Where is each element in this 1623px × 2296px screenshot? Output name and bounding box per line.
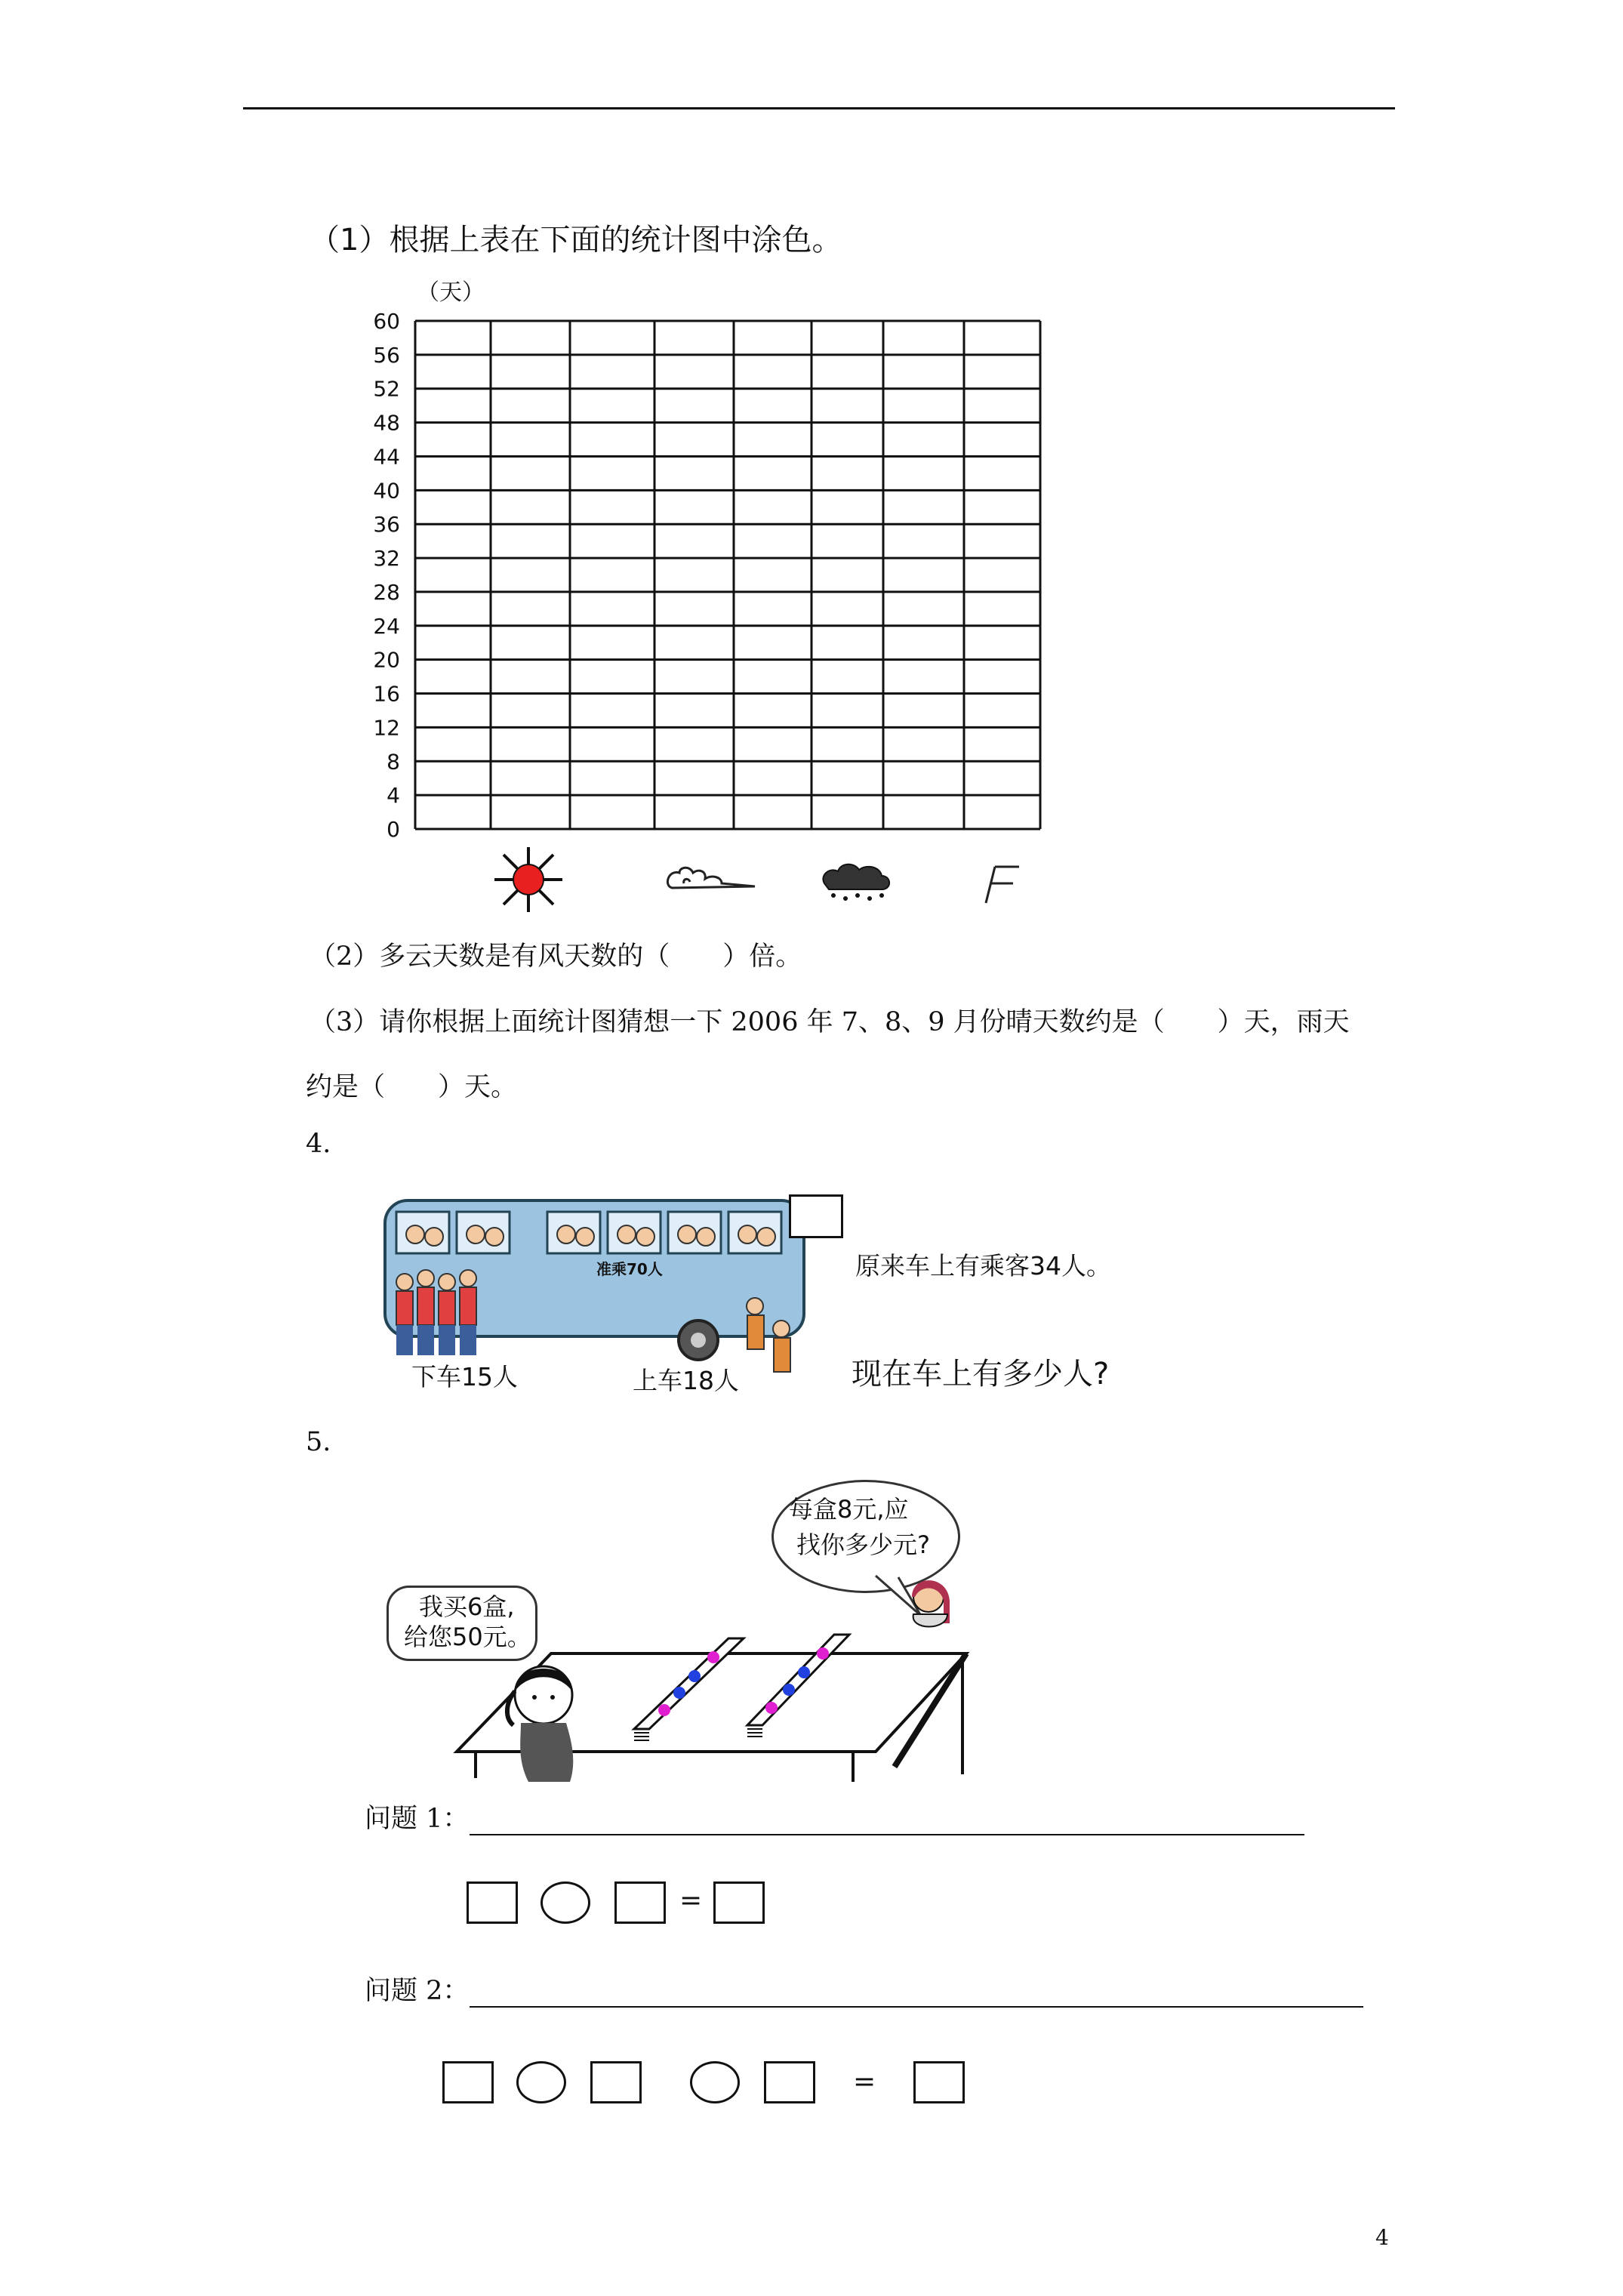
y-tick-label-8: 8 xyxy=(387,749,400,775)
chart-unit-label: （天） xyxy=(417,279,485,306)
y-tick-label-36: 36 xyxy=(373,512,400,538)
seller-speech-line1: 每盒8元,应 xyxy=(789,1495,909,1524)
got-on-label: 上车18人 xyxy=(633,1366,739,1395)
equation2-equals: = xyxy=(853,2066,876,2097)
y-tick-label-20: 20 xyxy=(373,647,400,673)
y-tick-label-40: 40 xyxy=(373,478,400,504)
part3-question-line2: 约是（ ）天。 xyxy=(306,1072,518,1102)
y-tick-label-32: 32 xyxy=(373,546,400,572)
y-tick-label-56: 56 xyxy=(373,342,400,368)
y-tick-label-48: 48 xyxy=(373,410,400,436)
equation2-box-1 xyxy=(442,2061,494,2103)
equation2-operator-circle-1 xyxy=(516,2061,566,2103)
original-passengers-text: 原来车上有乘客34人。 xyxy=(855,1251,1111,1281)
part1-instruction: （1）根据上表在下面的统计图中涂色。 xyxy=(310,223,842,257)
question-4-prompt: 现在车上有多少人? xyxy=(852,1357,1110,1391)
equation2-box-2 xyxy=(590,2061,642,2103)
y-tick-label-16: 16 xyxy=(373,681,400,707)
question-5-number: 5. xyxy=(306,1427,331,1457)
equation2-operator-circle-2 xyxy=(690,2061,740,2103)
part2-question: （2）多云天数是有风天数的（ ）倍。 xyxy=(310,942,802,972)
equation1-equals: = xyxy=(679,1885,703,1916)
sun-icon xyxy=(487,846,570,914)
seller-speech-line2: 找你多少元? xyxy=(796,1530,930,1559)
bus-capacity-sign: 准乘70人 xyxy=(596,1260,663,1278)
weather-chart xyxy=(0,0,1623,944)
equation2-result-box xyxy=(913,2061,965,2103)
wind-icon xyxy=(980,862,1025,906)
y-tick-label-24: 24 xyxy=(373,613,400,639)
girl-speech-line1: 我买6盒, xyxy=(419,1592,515,1621)
question-2-label: 问题 2： xyxy=(365,1976,470,2006)
question-1-answer-line xyxy=(470,1834,1304,1835)
answer-box xyxy=(789,1194,843,1238)
shop-table-illustration xyxy=(445,1578,974,1789)
y-tick-label-4: 4 xyxy=(387,783,400,809)
y-tick-label-0: 0 xyxy=(387,817,400,842)
part3-question-line1: （3）请你根据上面统计图猜想一下 2006 年 7、8、9 月份晴天数约是（ ）天，雨天 xyxy=(310,1007,1350,1037)
page-number: 4 xyxy=(1375,2225,1389,2250)
y-tick-label-44: 44 xyxy=(373,444,400,470)
equation1-box-1 xyxy=(467,1881,518,1924)
y-tick-label-28: 28 xyxy=(373,579,400,605)
y-tick-label-60: 60 xyxy=(373,309,400,334)
girl-speech-line2: 给您50元。 xyxy=(404,1623,531,1651)
equation1-result-box xyxy=(713,1881,765,1924)
y-tick-label-12: 12 xyxy=(373,715,400,741)
question-1-label: 问题 1： xyxy=(365,1804,470,1834)
got-off-label: 下车15人 xyxy=(411,1362,518,1391)
question-2-answer-line xyxy=(470,2006,1363,2008)
cloud-icon xyxy=(663,861,757,898)
y-tick-label-52: 52 xyxy=(373,376,400,402)
question-4-number: 4. xyxy=(306,1129,331,1159)
equation1-operator-circle xyxy=(540,1881,590,1924)
rain-icon xyxy=(818,861,894,902)
equation1-box-2 xyxy=(614,1881,666,1924)
equation2-box-3 xyxy=(764,2061,815,2103)
